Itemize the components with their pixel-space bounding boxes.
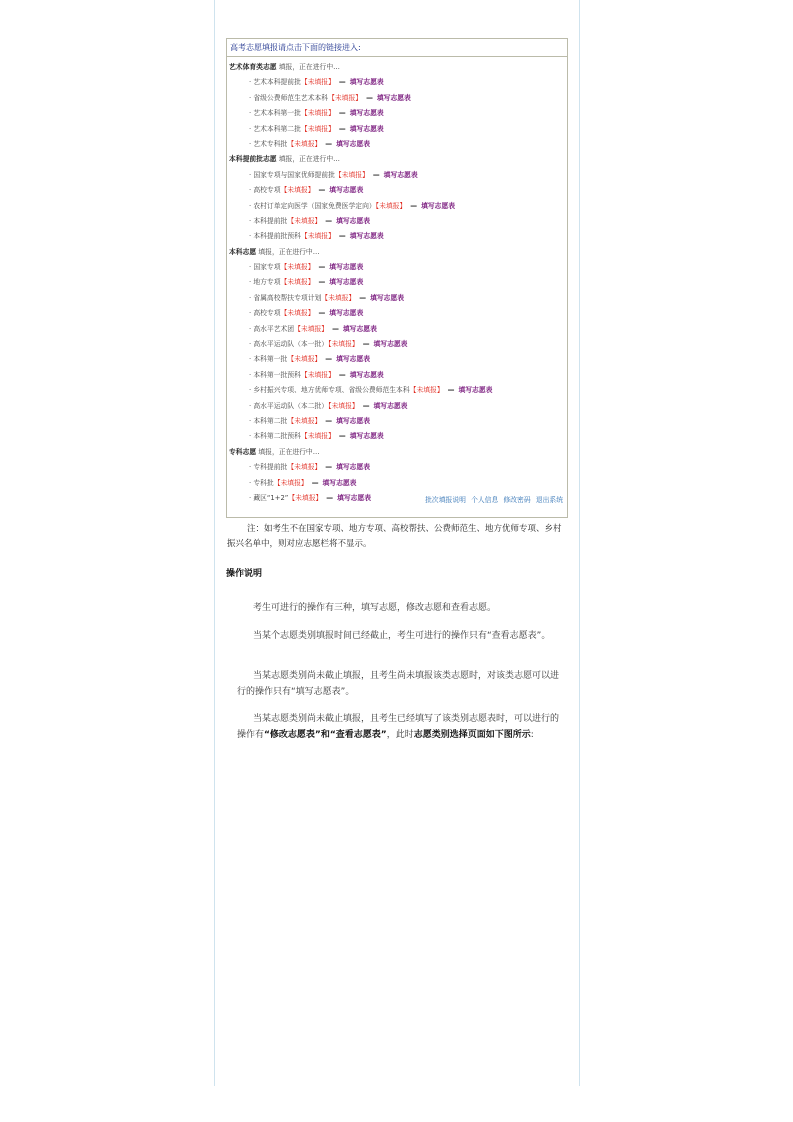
fill-form-link[interactable]: 填写志愿表 [349,370,384,379]
fill-form-link[interactable]: 填写志愿表 [329,309,364,318]
paragraph-4-end: : [530,729,534,740]
list-item [227,322,567,337]
item-status: 【未填报】 [300,232,335,241]
group-header [227,245,567,260]
item-label: · 高水平艺术团 [249,324,295,333]
item-status: 【未填报】 [334,170,369,179]
link-batch-instructions[interactable]: 批次填报说明 [425,496,466,504]
fill-form-link[interactable]: 填写志愿表 [329,263,364,272]
item-label: · 高水平运动队（本一批） [249,340,329,349]
list-item [227,383,567,398]
item-label: · 艺术本科提前批 [249,78,301,87]
item-status: 【未填报】 [300,78,335,87]
paragraph-1: 考生可进行的操作有三种，填写志愿，修改志愿和查看志愿。 [253,603,497,613]
list-item [227,260,567,275]
group-status: 填报，正在进行中… [258,247,320,256]
item-label: · 本科第二批预科 [249,432,301,441]
item-status: 【未填报】 [287,139,322,148]
item-status: 【未填报】 [280,309,315,318]
separator-dash: — [338,109,346,118]
list-item [227,91,567,106]
item-status: 【未填报】 [321,293,356,302]
item-status: 【未填报】 [287,355,322,364]
separator-dash: — [447,386,455,395]
paragraph-4-actions: “修改志愿表”和“查看志愿表” [264,729,387,740]
item-label: · 农村订单定向医学（国家免费医学定向） [249,201,376,210]
item-label: · 国家专项与国家优师提前批 [249,170,335,179]
separator-dash: — [372,170,380,179]
list-item [227,368,567,383]
separator-dash: — [318,263,326,272]
separator-dash: — [325,355,333,364]
list-item [227,122,567,137]
paragraph-4-part-c: ，此时 [386,729,414,740]
item-label: · 高校专项 [249,309,281,318]
item-status: 【未填报】 [300,370,335,379]
fill-form-link[interactable]: 填写志愿表 [376,93,411,102]
paragraph-4-emphasis: 志愿类别选择页面如下图所示 [413,729,531,740]
group-name: 本科志愿 [229,247,257,256]
separator-dash: — [318,278,326,287]
group-name: 本科提前批志愿 [229,155,277,164]
separator-dash: — [338,124,346,133]
item-status: 【未填报】 [287,416,322,425]
fill-form-link[interactable]: 填写志愿表 [342,324,377,333]
item-label: · 艺术专科批 [249,139,288,148]
item-label: · 乡村振兴专项、地方优师专项、省级公费师范生本科 [249,386,410,395]
separator-dash: — [366,93,373,102]
separator-dash: — [325,139,333,148]
item-label: · 艺术本科第一批 [249,109,301,118]
panel-header: 高考志愿填报请点击下面的链接进入: [227,39,567,56]
separator-dash: — [318,309,326,318]
item-label: · 本科提前批预科 [249,232,301,241]
separator-dash: — [338,432,346,441]
item-label: · 艺术本科第二批 [249,124,301,133]
item-label: · 高水平运动队（本二批） [249,401,329,410]
fill-form-link[interactable]: 填写志愿表 [336,139,371,148]
fill-form-link[interactable]: 填写志愿表 [349,432,384,441]
paragraph-3: 当某志愿类别尚未截止填报，且考生尚未填报该类志愿时，对该类志愿可以进行的操作只有“填写志愿表”。 [237,671,560,697]
list-item [227,275,567,290]
separator-dash: — [362,340,370,349]
group-header [227,445,567,460]
group-status: 填报，正在进行中… [258,447,320,456]
item-status: 【未填报】 [273,478,308,487]
list-item [227,75,567,90]
list-item [227,137,567,152]
list-item [227,183,567,198]
item-label: · 省级公费师范生艺术本科 [249,93,329,102]
fill-form-link[interactable]: 填写志愿表 [336,216,371,225]
fill-form-link[interactable]: 填写志愿表 [336,463,371,472]
item-status: 【未填报】 [409,386,444,395]
note-text: 注：如考生不在国家专项、地方专项、高校帮扶、公费师范生、地方优师专项、乡村振兴名单中，则对应志愿栏将不显示。 [227,524,562,549]
list-item [227,106,567,121]
separator-dash: — [332,324,339,333]
fill-form-link[interactable]: 填写志愿表 [373,401,408,410]
panel-body [227,56,567,506]
footer-links [422,494,563,504]
group-name: 专科志愿 [229,447,257,456]
item-status: 【未填报】 [328,340,359,349]
separator-dash: — [326,493,334,502]
fill-form-link[interactable]: 填写志愿表 [336,355,371,364]
item-label: · 本科第一批预科 [249,370,301,379]
item-status: 【未填报】 [328,401,359,410]
section-title: 操作说明 [226,569,263,579]
fill-form-link[interactable]: 填写志愿表 [349,232,384,241]
list-item [227,229,567,244]
list-item [227,337,567,352]
separator-dash: — [338,232,346,241]
fill-form-link[interactable]: 填写志愿表 [349,78,384,87]
list-item [227,414,567,429]
list-item [227,476,567,491]
separator-dash: — [325,463,333,472]
link-change-password[interactable]: 修改密码 [503,496,531,504]
item-label: · 藏区“1+2” [249,493,289,502]
item-status: 【未填报】 [280,263,315,272]
item-label: · 省属高校帮扶专项计划 [249,293,322,302]
fill-form-link[interactable]: 填写志愿表 [336,416,371,425]
group-list [227,60,567,506]
paragraph-2: 当某个志愿类别填报时间已经截止，考生可进行的操作只有“查看志愿表”。 [253,631,551,641]
fill-form-link[interactable]: 填写志愿表 [329,278,364,287]
item-status: 【未填报】 [287,216,322,225]
fill-form-link[interactable]: 填写志愿表 [349,109,384,118]
separator-dash: — [410,201,418,210]
fill-form-link[interactable]: 填写志愿表 [458,386,493,395]
fill-form-link[interactable]: 填写志愿表 [337,493,372,502]
separator-dash: — [311,478,319,487]
item-label: · 专科批 [249,478,274,487]
list-item [227,168,567,183]
fill-form-link[interactable]: 填写志愿表 [322,478,357,487]
fill-form-link[interactable]: 填写志愿表 [421,201,456,210]
list-item [227,352,567,367]
item-label: · 国家专项 [249,263,281,272]
separator-dash: — [325,416,333,425]
item-status: 【未填报】 [300,109,335,118]
fill-form-link[interactable]: 填写志愿表 [370,293,405,302]
list-item [227,199,567,214]
item-status: 【未填报】 [288,493,323,502]
group-header [227,60,567,75]
list-item [227,460,567,475]
item-label: · 本科第一批 [249,355,288,364]
item-status: 【未填报】 [294,324,329,333]
item-status: 【未填报】 [328,93,363,102]
fill-form-link[interactable]: 填写志愿表 [373,340,408,349]
fill-form-link[interactable]: 填写志愿表 [329,186,364,195]
item-status: 【未填报】 [375,201,407,210]
group-header [227,152,567,167]
separator-dash: — [362,401,370,410]
separator-dash: — [325,216,333,225]
item-label: · 地方专项 [249,278,281,287]
page-border-right [579,0,580,1086]
item-label: · 专科提前批 [249,463,288,472]
list-item [227,429,567,444]
list-item [227,214,567,229]
separator-dash: — [338,370,346,379]
group-status: 填报，正在进行中… [278,63,340,71]
list-item [227,291,567,306]
separator-dash: — [338,78,346,87]
separator-dash: — [359,293,367,302]
item-status: 【未填报】 [280,186,315,195]
link-personal-info[interactable]: 个人信息 [471,496,499,504]
list-item [227,399,567,414]
page-border-left [214,0,215,1086]
paragraph-4-part-a: 当某志愿类别尚未截止填报，且考生已经填写了该类别志愿表时，可以进行的操作有 [237,714,560,740]
item-status: 【未填报】 [300,124,335,133]
group-name: 艺术体育类志愿 [229,63,277,71]
link-logout[interactable]: 退出系统 [535,496,563,504]
item-label: · 本科提前批 [249,216,288,225]
fill-form-link[interactable]: 填写志愿表 [383,170,418,179]
item-status: 【未填报】 [287,463,322,472]
fill-form-link[interactable]: 填写志愿表 [349,124,384,133]
list-item [227,306,567,321]
paragraph-4 [237,712,567,743]
group-status: 填报，正在进行中… [278,155,340,164]
item-status: 【未填报】 [280,278,315,287]
separator-dash: — [318,186,326,195]
volunteer-panel [226,38,568,518]
item-label: · 本科第二批 [249,416,288,425]
item-status: 【未填报】 [300,432,335,441]
item-label: · 高校专项 [249,186,281,195]
